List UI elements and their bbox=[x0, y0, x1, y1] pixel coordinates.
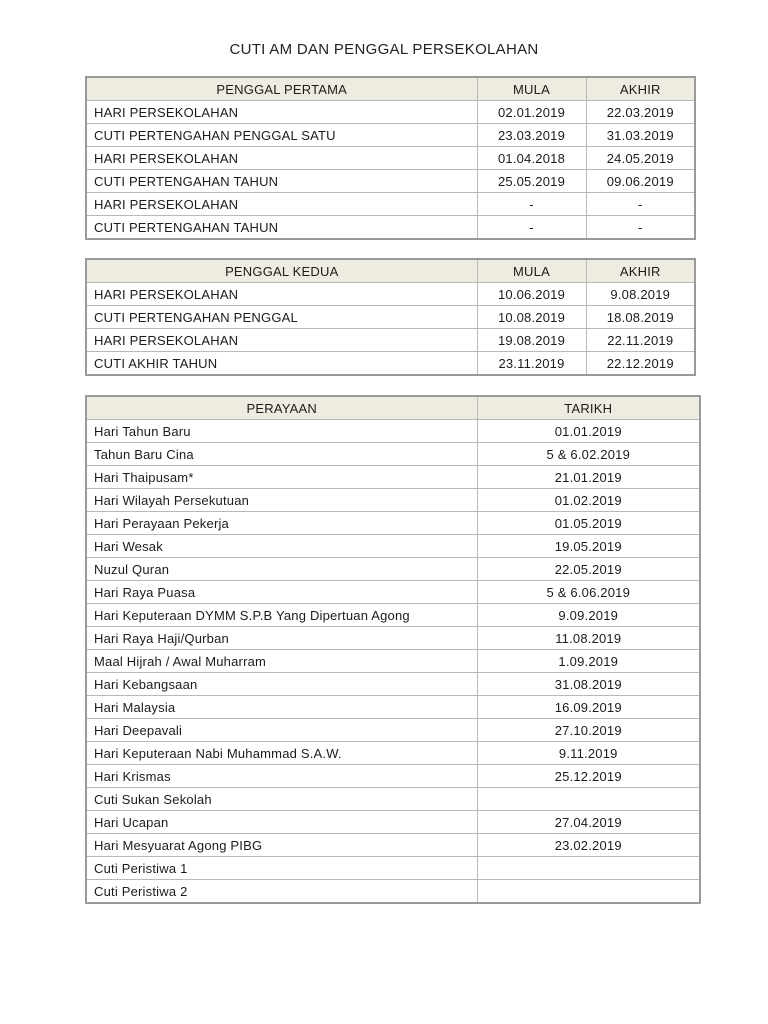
term2-activity: HARI PERSEKOLAHAN bbox=[86, 283, 477, 306]
term2-header-start: MULA bbox=[477, 259, 586, 283]
term1-activity: HARI PERSEKOLAHAN bbox=[86, 101, 477, 124]
celebration-name: Hari Kebangsaan bbox=[86, 673, 477, 696]
celebration-name: Tahun Baru Cina bbox=[86, 443, 477, 466]
celebration-date: 19.05.2019 bbox=[477, 535, 700, 558]
celebration-name: Hari Raya Puasa bbox=[86, 581, 477, 604]
celebration-date: 01.05.2019 bbox=[477, 512, 700, 535]
term1-end: 22.03.2019 bbox=[586, 101, 695, 124]
table-row bbox=[86, 558, 700, 581]
term1-start: 25.05.2019 bbox=[477, 170, 586, 193]
celebration-date: 01.01.2019 bbox=[477, 420, 700, 443]
term1-activity: CUTI PERTENGAHAN PENGGAL SATU bbox=[86, 124, 477, 147]
term2-start: 19.08.2019 bbox=[477, 329, 586, 352]
celebrations-table bbox=[85, 395, 701, 904]
celebration-name: Cuti Peristiwa 1 bbox=[86, 857, 477, 880]
table-row bbox=[86, 880, 700, 904]
table-row bbox=[86, 627, 700, 650]
table-row bbox=[86, 765, 700, 788]
term1-end: 31.03.2019 bbox=[586, 124, 695, 147]
term1-header-end: AKHIR bbox=[586, 77, 695, 101]
table-row bbox=[86, 420, 700, 443]
table-row bbox=[86, 650, 700, 673]
term2-end: 22.12.2019 bbox=[586, 352, 695, 376]
term2-end: 9.08.2019 bbox=[586, 283, 695, 306]
celebration-name: Hari Keputeraan DYMM S.P.B Yang Dipertuan Agong bbox=[86, 604, 477, 627]
celebration-name: Hari Krismas bbox=[86, 765, 477, 788]
celebration-name: Hari Wilayah Persekutuan bbox=[86, 489, 477, 512]
term1-end: 09.06.2019 bbox=[586, 170, 695, 193]
term1-end: - bbox=[586, 193, 695, 216]
table-row bbox=[86, 788, 700, 811]
term1-start: - bbox=[477, 193, 586, 216]
term2-activity: CUTI AKHIR TAHUN bbox=[86, 352, 477, 376]
term2-activity: CUTI PERTENGAHAN PENGGAL bbox=[86, 306, 477, 329]
table-row bbox=[86, 604, 700, 627]
term2-header-term: PENGGAL KEDUA bbox=[86, 259, 477, 283]
table-row bbox=[86, 283, 695, 306]
celebration-name: Hari Malaysia bbox=[86, 696, 477, 719]
celebrations-header-date: TARIKH bbox=[477, 396, 700, 420]
term1-start: 23.03.2019 bbox=[477, 124, 586, 147]
celebration-name: Nuzul Quran bbox=[86, 558, 477, 581]
table-row bbox=[86, 581, 700, 604]
term1-table bbox=[85, 76, 696, 240]
celebration-date: 11.08.2019 bbox=[477, 627, 700, 650]
celebration-name: Hari Deepavali bbox=[86, 719, 477, 742]
term1-activity: HARI PERSEKOLAHAN bbox=[86, 193, 477, 216]
celebration-date bbox=[477, 788, 700, 811]
term1-start: - bbox=[477, 216, 586, 240]
table-row bbox=[86, 329, 695, 352]
celebration-date: 16.09.2019 bbox=[477, 696, 700, 719]
term1-header-term: PENGGAL PERTAMA bbox=[86, 77, 477, 101]
term1-activity: CUTI PERTENGAHAN TAHUN bbox=[86, 170, 477, 193]
table-row bbox=[86, 352, 695, 376]
celebration-name: Hari Thaipusam* bbox=[86, 466, 477, 489]
celebration-name: Maal Hijrah / Awal Muharram bbox=[86, 650, 477, 673]
celebration-name: Hari Keputeraan Nabi Muhammad S.A.W. bbox=[86, 742, 477, 765]
celebration-date: 21.01.2019 bbox=[477, 466, 700, 489]
table-row bbox=[86, 811, 700, 834]
term1-start: 01.04.2018 bbox=[477, 147, 586, 170]
celebration-date: 23.02.2019 bbox=[477, 834, 700, 857]
table-row bbox=[86, 216, 695, 240]
table-row bbox=[86, 719, 700, 742]
celebration-name: Cuti Peristiwa 2 bbox=[86, 880, 477, 904]
celebration-date: 1.09.2019 bbox=[477, 650, 700, 673]
celebration-name: Cuti Sukan Sekolah bbox=[86, 788, 477, 811]
celebration-name: Hari Raya Haji/Qurban bbox=[86, 627, 477, 650]
celebration-date: 22.05.2019 bbox=[477, 558, 700, 581]
term2-end: 22.11.2019 bbox=[586, 329, 695, 352]
table-row bbox=[86, 742, 700, 765]
table-row bbox=[86, 124, 695, 147]
term1-activity: CUTI PERTENGAHAN TAHUN bbox=[86, 216, 477, 240]
term2-start: 10.08.2019 bbox=[477, 306, 586, 329]
term2-start: 23.11.2019 bbox=[477, 352, 586, 376]
celebration-date: 27.10.2019 bbox=[477, 719, 700, 742]
term1-header-start: MULA bbox=[477, 77, 586, 101]
term2-header-end: AKHIR bbox=[586, 259, 695, 283]
term2-start: 10.06.2019 bbox=[477, 283, 586, 306]
term1-activity: HARI PERSEKOLAHAN bbox=[86, 147, 477, 170]
celebration-name: Hari Wesak bbox=[86, 535, 477, 558]
celebrations-header-row bbox=[86, 396, 700, 420]
celebration-date: 31.08.2019 bbox=[477, 673, 700, 696]
page-title: CUTI AM DAN PENGGAL PERSEKOLAHAN bbox=[229, 41, 539, 58]
term2-activity: HARI PERSEKOLAHAN bbox=[86, 329, 477, 352]
table-row bbox=[86, 170, 695, 193]
table-row bbox=[86, 512, 700, 535]
celebration-date: 9.11.2019 bbox=[477, 742, 700, 765]
table-row bbox=[86, 857, 700, 880]
celebration-date: 9.09.2019 bbox=[477, 604, 700, 627]
term2-table bbox=[85, 258, 696, 376]
celebrations-header-name: PERAYAAN bbox=[86, 396, 477, 420]
term1-start: 02.01.2019 bbox=[477, 101, 586, 124]
table-row bbox=[86, 306, 695, 329]
celebration-date: 5 & 6.06.2019 bbox=[477, 581, 700, 604]
term2-end: 18.08.2019 bbox=[586, 306, 695, 329]
celebration-name: Hari Ucapan bbox=[86, 811, 477, 834]
table-row bbox=[86, 466, 700, 489]
table-row bbox=[86, 673, 700, 696]
celebration-date: 27.04.2019 bbox=[477, 811, 700, 834]
table-row bbox=[86, 147, 695, 170]
celebration-date: 01.02.2019 bbox=[477, 489, 700, 512]
term2-header-row bbox=[86, 259, 695, 283]
celebration-date: 25.12.2019 bbox=[477, 765, 700, 788]
celebration-date bbox=[477, 857, 700, 880]
table-row bbox=[86, 696, 700, 719]
term1-end: - bbox=[586, 216, 695, 240]
celebration-date bbox=[477, 880, 700, 904]
term1-end: 24.05.2019 bbox=[586, 147, 695, 170]
celebration-name: Hari Perayaan Pekerja bbox=[86, 512, 477, 535]
table-row bbox=[86, 535, 700, 558]
celebration-name: Hari Mesyuarat Agong PIBG bbox=[86, 834, 477, 857]
celebration-name: Hari Tahun Baru bbox=[86, 420, 477, 443]
term1-header-row bbox=[86, 77, 695, 101]
celebration-date: 5 & 6.02.2019 bbox=[477, 443, 700, 466]
table-row bbox=[86, 489, 700, 512]
table-row bbox=[86, 101, 695, 124]
table-row bbox=[86, 193, 695, 216]
table-row bbox=[86, 834, 700, 857]
table-row bbox=[86, 443, 700, 466]
